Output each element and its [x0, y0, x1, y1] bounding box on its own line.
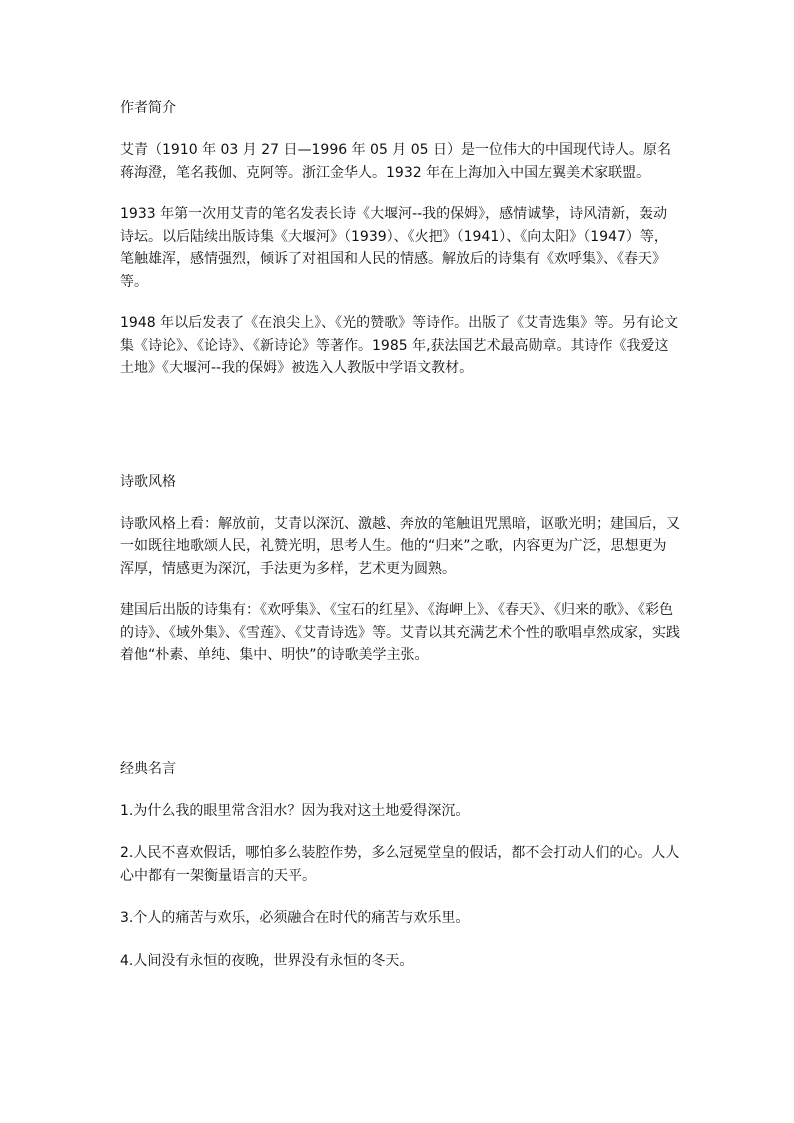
section-title-famous-quotes: 经典名言 — [120, 760, 176, 777]
paragraph: 建国后出版的诗集有：《欢呼集》、《宝石的红星》、《海岬上》、《春天》、《归来的歌》、《彩色的诗》、《域外集》、《雪莲》、《艾青诗选》等。艾青以其充满艺术个性的歌唱卓然成家，实践着他“朴素、单纯、集中、明快”的诗歌美学主张。 — [120, 602, 680, 663]
quote-item: 3.个人的痛苦与欢乐，必须融合在时代的痛苦与欢乐里。 — [120, 910, 470, 926]
paragraph: 1948 年以后发表了《在浪尖上》、《光的赞歌》等诗作。出版了《艾青选集》等。另有论文集《诗论》、《论诗》、《新诗论》等著作。1985 年,获法国艺术最高勋章。其诗作《我爱这土地》《大堰河--我的保姆》被选入人教版中学语文教材。 — [120, 315, 679, 376]
paragraph: 艾青（1910 年 03 月 27 日—1996 年 05 月 05 日）是一位伟大的中国现代诗人。原名蒋海澄，笔名莪伽、克阿等。浙江金华人。1932 年在上海加入中国左翼美术家联盟。 — [120, 142, 672, 181]
quote-item: 4.人间没有永恒的夜晚，世界没有永恒的冬天。 — [120, 952, 414, 969]
section-famous-quotes — [120, 758, 680, 973]
paragraph: 1933 年第一次用艾青的笔名发表长诗《大堰河--我的保姆》，感情诚挚，诗风清新，轰动诗坛。以后陆续出版诗集《大堰河》（1939）、《火把》（1941）、《向太阳》（1947）等，笔触雄浑，感情强烈，倾诉了对祖国和人民的情感。解放后的诗集有《欢呼集》、《春天》等。 — [120, 206, 668, 290]
paragraph: 诗歌风格上看：解放前，艾青以深沉、激越、奔放的笔触诅咒黑暗，讴歌光明；建国后，又一如既往地歌颂人民，礼赞光明，思考人生。他的“归来”之歌，内容更为广泛，思想更为浑厚，情感更为深沉，手法更为多样，艺术更为圆熟。 — [120, 515, 680, 577]
quote-item: 1.为什么我的眼里常含泪水？因为我对这土地爱得深沉。 — [120, 802, 470, 819]
document-content — [120, 97, 680, 992]
section-author-intro — [120, 97, 680, 380]
section-title-author-intro: 作者简介 — [120, 100, 176, 116]
section-spacer — [120, 399, 680, 471]
quote-item: 2.人民不喜欢假话，哪怕多么装腔作势，多么冠冕堂皇的假话，都不会打动人们的心。人人心中都有一架衡量语言的天平。 — [120, 845, 680, 884]
section-poetry-style — [120, 471, 680, 667]
section-title-poetry-style: 诗歌风格 — [120, 473, 176, 490]
section-spacer — [120, 686, 680, 758]
